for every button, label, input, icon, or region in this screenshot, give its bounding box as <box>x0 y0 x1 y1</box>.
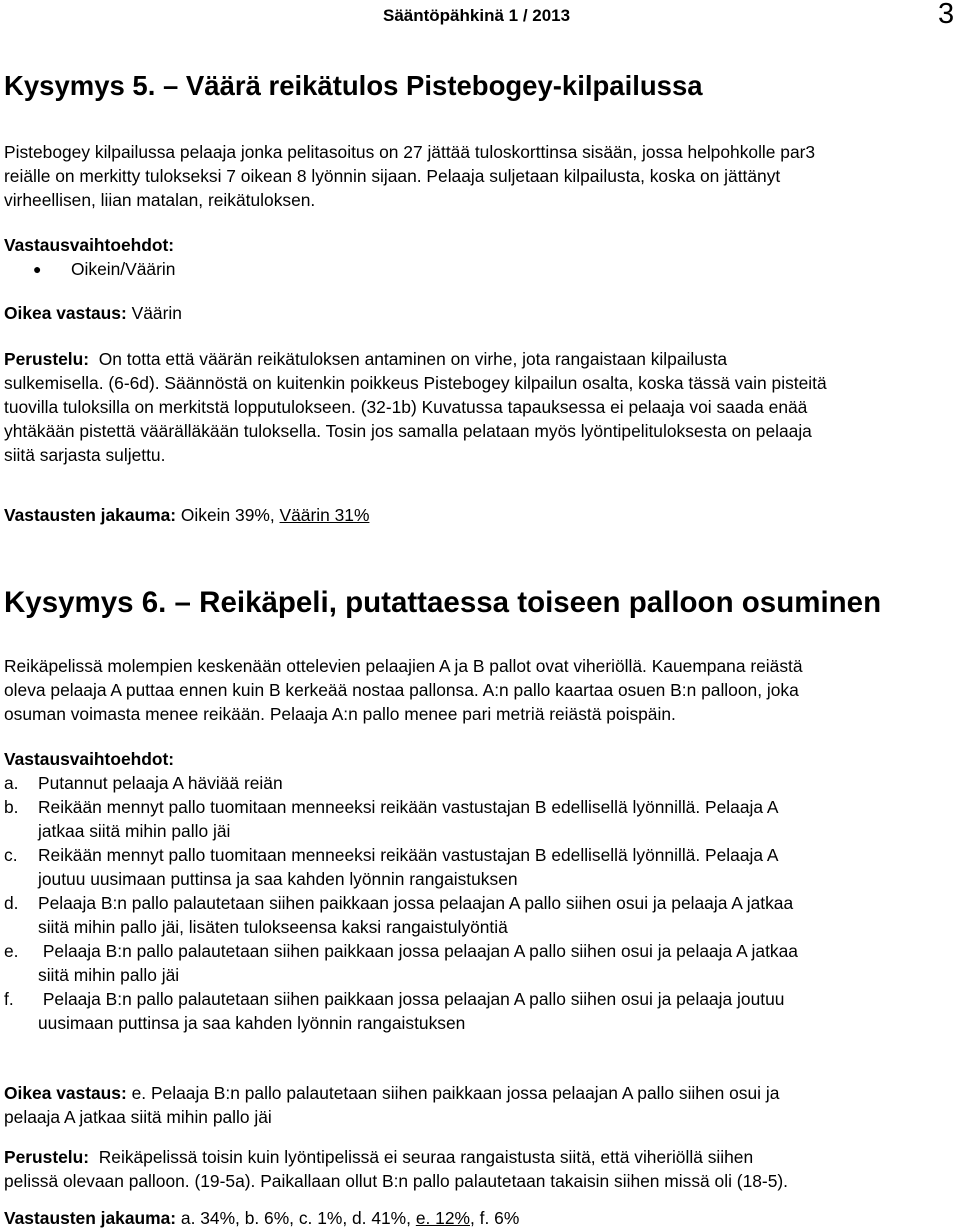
answer-label: Oikea vastaus: <box>4 303 127 323</box>
option-text: Pelaaja B:n pallo palautetaan siihen paikkaan jossa pelaajan A pallo siihen osui ja pelaaja A jatkaa <box>38 941 798 961</box>
reason-text: On totta että väärän reikätuloksen antaminen on virhe, jota rangaistaan kilpailusta <box>98 349 728 369</box>
reason-line: yhtäkään pistettä väärälläkään tuloksella. Tosin jos samalla pelataan myös lyöntipelituloksesta on pelaaja <box>4 421 812 441</box>
question-6-title: Kysymys 6. – Reikäpeli, putattaessa toiseen palloon osuminen <box>4 586 882 619</box>
reason-line: siitä sarjasta suljettu. <box>4 445 166 465</box>
reason-label: Perustelu: <box>4 349 90 369</box>
answer-label: Oikea vastaus: <box>4 1083 127 1103</box>
option-text: siitä mihin pallo jäi, lisäten tulokseensa kaksi rangaistulyöntiä <box>38 917 508 937</box>
q5-intro-line: Pistebogey kilpailussa pelaaja jonka pelitasoitus on 27 jättää tuloskorttinsa sisään, jossa helpohkolle par3 <box>4 142 816 162</box>
q5-option-text: Oikein/Väärin <box>71 259 176 279</box>
option-f <box>4 987 798 1035</box>
answer-value: Väärin <box>131 303 182 323</box>
q5-distribution <box>4 503 369 527</box>
answer-text: e. Pelaaja B:n pallo palautetaan siihen paikkaan jossa pelaajan A pallo siihen osui ja <box>131 1083 780 1103</box>
option-d <box>4 891 798 939</box>
q5-option <box>71 257 175 281</box>
q5-intro <box>4 140 815 212</box>
distribution-wrong: Väärin 31% <box>279 505 370 525</box>
q6-reason <box>4 1145 788 1193</box>
distribution-label: Vastausten jakauma: <box>4 1208 177 1228</box>
distribution-label: Vastausten jakauma: <box>4 505 177 525</box>
q5-options-label <box>4 233 174 257</box>
bullet-icon: ● <box>33 261 42 277</box>
page-number: 3 <box>938 0 955 30</box>
option-letter: f. <box>4 989 14 1009</box>
option-text: uusimaan puttinsa ja saa kahden lyönnin rangaistuksen <box>38 1013 466 1033</box>
reason-line: sulkemisella. (6-6d). Säännöstä on kuitenkin poikkeus Pistebogey kilpailun osalta, koska tässä vain pisteitä <box>4 373 827 393</box>
header-title: Sääntöpähkinä 1 / 2013 <box>383 6 571 25</box>
options-label: Vastausvaihtoehdot: <box>4 749 175 769</box>
distribution-correct: Oikein 39%, <box>180 505 275 525</box>
reason-line: tuovilla tuloksilla on merkitstä lopputulokseen. (32-1b) Kuvatussa tapauksessa ei pelaaja voi saada enää <box>4 397 808 417</box>
distribution-values-end: , f. 6% <box>469 1208 520 1228</box>
q5-reason <box>4 347 827 467</box>
option-text: Reikään mennyt pallo tuomitaan menneeksi reikään vastustajan B edellisellä lyönnillä. Pelaaja A <box>38 797 779 817</box>
q6-intro-line: osuman voimasta menee reikään. Pelaaja A:n pallo menee pari metriä reiästä poispäin. <box>4 704 676 724</box>
option-letter: b. <box>4 797 19 817</box>
option-b <box>4 795 798 843</box>
reason-line: pelissä olevaan palloon. (19-5a). Paikallaan ollut B:n pallo palautetaan takaisin siihen missä oli (18-5). <box>4 1171 789 1191</box>
option-c <box>4 843 798 891</box>
option-letter: d. <box>4 893 19 913</box>
option-text: Pelaaja B:n pallo palautetaan siihen paikkaan jossa pelaajan A pallo siihen osui ja pelaaja joutuu <box>38 989 785 1009</box>
q6-intro-line: Reikäpelissä molempien keskenään ottelevien pelaajien A ja B pallot ovat viheriöllä. Kauempana reiästä <box>4 656 803 676</box>
option-text: Pelaaja B:n pallo palautetaan siihen paikkaan jossa pelaajan A pallo siihen osui ja pelaaja A jatkaa <box>38 893 794 913</box>
q6-intro-line: oleva pelaaja A puttaa ennen kuin B kerkeää nostaa pallonsa. A:n pallo kaartaa osuen B:n palloon, joka <box>4 680 799 700</box>
option-text: Putannut pelaaja A häviää reiän <box>38 773 283 793</box>
q5-answer <box>4 301 182 325</box>
option-text: jatkaa siitä mihin pallo jäi <box>38 821 231 841</box>
q6-intro <box>4 654 803 726</box>
options-label: Vastausvaihtoehdot: <box>4 235 175 255</box>
option-text: joutuu uusimaan puttinsa ja saa kahden lyönnin rangaistuksen <box>38 869 518 889</box>
option-text: Reikään mennyt pallo tuomitaan menneeksi reikään vastustajan B edellisellä lyönnillä. Pelaaja A <box>38 845 779 865</box>
option-e <box>4 939 798 987</box>
q6-distribution <box>4 1206 519 1230</box>
distribution-values: a. 34%, b. 6%, c. 1%, d. 41%, <box>180 1208 411 1228</box>
option-letter: c. <box>4 845 18 865</box>
q6-options-list <box>4 771 798 1035</box>
reason-label: Perustelu: <box>4 1147 90 1167</box>
option-letter: e. <box>4 941 19 961</box>
option-a <box>4 771 798 795</box>
option-text: siitä mihin pallo jäi <box>38 965 180 985</box>
q6-options-label <box>4 747 174 771</box>
q6-answer <box>4 1081 779 1129</box>
distribution-correct: e. 12% <box>415 1208 470 1228</box>
answer-text: pelaaja A jatkaa siitä mihin pallo jäi <box>4 1107 272 1127</box>
q5-intro-line: virheellisen, liian matalan, reikätuloksen. <box>4 190 316 210</box>
question-5-title: Kysymys 5. – Väärä reikätulos Pistebogey-kilpailussa <box>4 70 703 101</box>
option-letter: a. <box>4 773 19 793</box>
q5-intro-line: reiälle on merkitty tulokseksi 7 oikean 8 lyönnin sijaan. Pelaaja suljetaan kilpailusta, koska on jättänyt <box>4 166 781 186</box>
reason-text: Reikäpelissä toisin kuin lyöntipelissä ei seuraa rangaistusta siitä, että viheriöllä siihen <box>98 1147 754 1167</box>
